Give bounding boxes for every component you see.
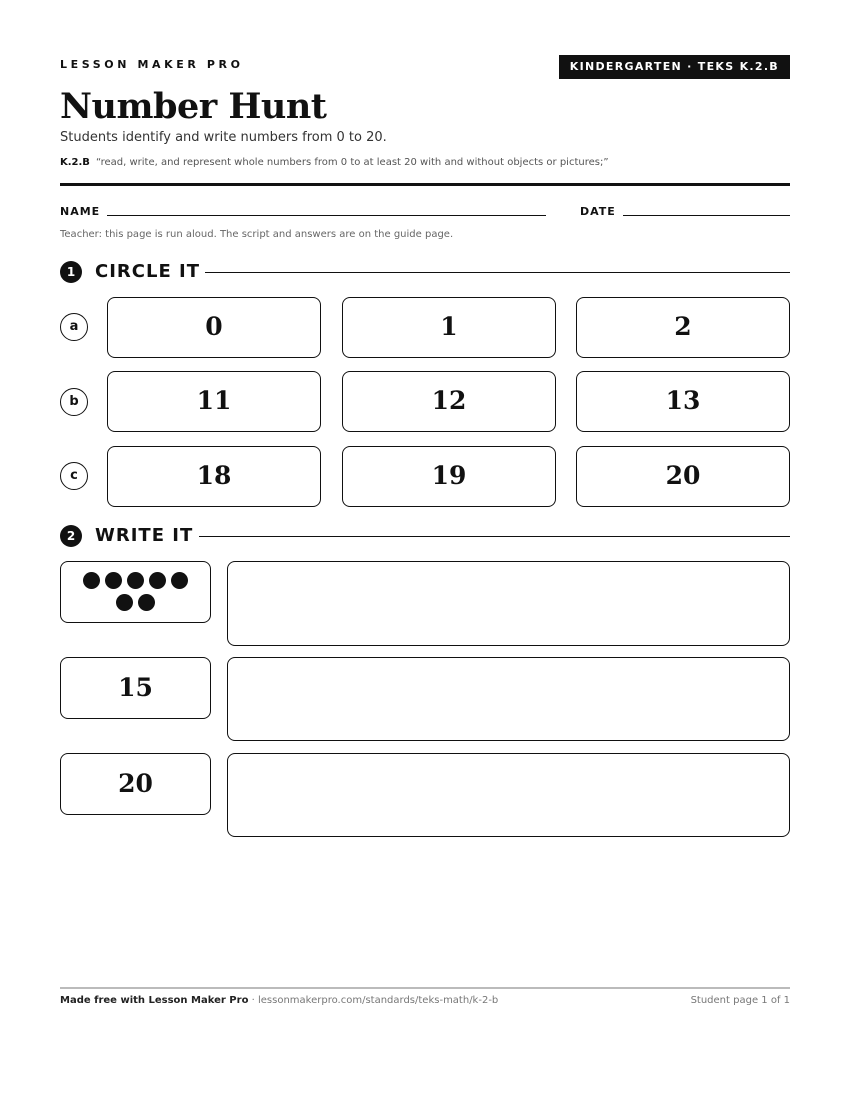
section-number-badge: 2 — [60, 525, 82, 547]
counting-dot — [171, 572, 188, 589]
footer-page-number: Student page 1 of 1 — [690, 995, 790, 1006]
standard-line — [60, 157, 609, 168]
number-option-box[interactable]: 0 — [107, 297, 321, 358]
section-title: CIRCLE IT — [95, 261, 200, 282]
footer-url-link[interactable]: lessonmakerpro.com/standards/teks-math/k-2-b — [257, 995, 499, 1006]
number-option-box[interactable]: 11 — [107, 371, 321, 432]
date-field[interactable] — [623, 215, 790, 216]
standard-code: K.2.B — [60, 157, 90, 168]
section-divider — [199, 536, 790, 537]
date-label: DATE — [580, 205, 616, 218]
name-field[interactable] — [107, 215, 546, 216]
grade-standard-badge: KINDERGARTEN · TEKS K.2.B — [559, 55, 790, 79]
number-option-box[interactable]: 19 — [342, 446, 556, 507]
footer-made-with: Made free with Lesson Maker Pro — [60, 995, 249, 1006]
section-divider — [205, 272, 790, 273]
numeral-prompt-box: 20 — [60, 753, 211, 815]
answer-write-box[interactable] — [227, 657, 790, 741]
teacher-note: Teacher: this page is run aloud. The script and answers are on the guide page. — [60, 229, 454, 240]
dot-row — [61, 572, 210, 589]
number-option-box[interactable]: 2 — [576, 297, 790, 358]
answer-write-box[interactable] — [227, 561, 790, 646]
counting-dot — [149, 572, 166, 589]
row-letter-c: c — [60, 462, 88, 490]
number-option-box[interactable]: 18 — [107, 446, 321, 507]
page-subtitle: Students identify and write numbers from 0 to 20. — [60, 130, 387, 145]
number-option-box[interactable]: 20 — [576, 446, 790, 507]
counting-dot — [105, 572, 122, 589]
counting-dot — [83, 572, 100, 589]
counting-dot — [127, 572, 144, 589]
row-letter-a: a — [60, 313, 88, 341]
section-number-badge: 1 — [60, 261, 82, 283]
dot-prompt-box — [60, 561, 211, 623]
number-option-box[interactable]: 13 — [576, 371, 790, 432]
counting-dot — [116, 594, 133, 611]
numeral-prompt-box: 15 — [60, 657, 211, 719]
dot-group — [61, 572, 210, 616]
footer-credit — [60, 995, 498, 1006]
name-label: NAME — [60, 205, 101, 218]
footer-separator: · — [248, 995, 258, 1006]
brand-name: LESSON MAKER PRO — [60, 58, 244, 71]
number-option-box[interactable]: 1 — [342, 297, 556, 358]
answer-write-box[interactable] — [227, 753, 790, 837]
standard-text: “read, write, and represent whole numbers from 0 to at least 20 with and without objects or pictures;” — [95, 157, 609, 168]
row-letter-b: b — [60, 388, 88, 416]
number-option-box[interactable]: 12 — [342, 371, 556, 432]
header-divider — [60, 183, 790, 186]
section-title: WRITE IT — [95, 525, 194, 546]
footer-divider — [60, 987, 790, 989]
page-title: Number Hunt — [60, 86, 327, 127]
counting-dot — [138, 594, 155, 611]
dot-row — [61, 594, 210, 611]
